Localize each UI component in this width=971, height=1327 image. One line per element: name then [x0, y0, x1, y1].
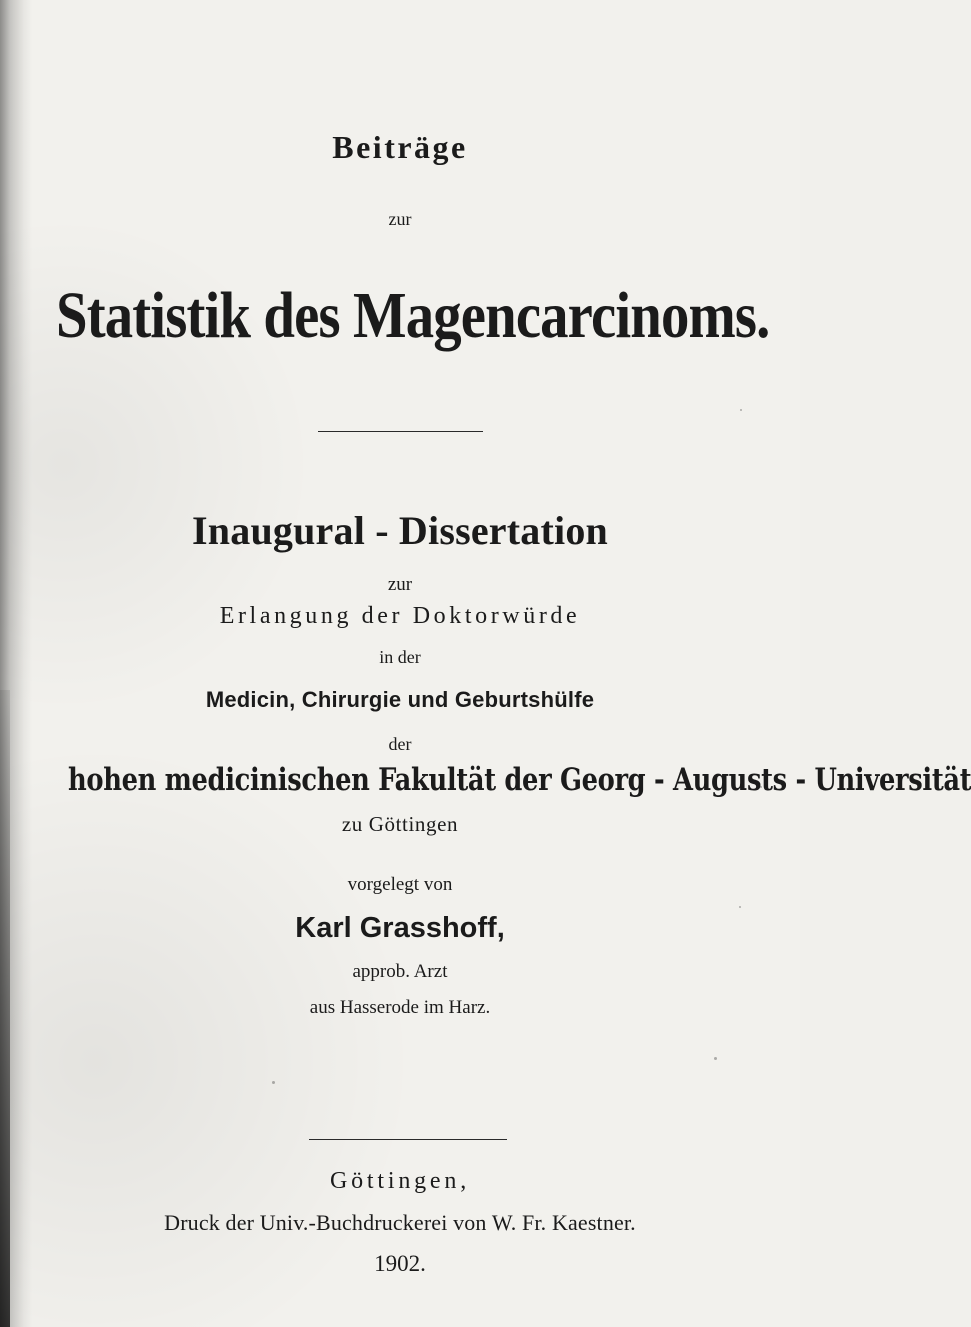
author-name: Karl Grasshoff, — [295, 912, 505, 944]
title-heading: Beiträge — [332, 129, 468, 165]
paper-speck — [740, 409, 742, 411]
faculty-city: zu Göttingen — [341, 812, 459, 836]
paper-speck — [714, 1057, 717, 1060]
printer-line: Druck der Univ.-Buchdruckerei von W. Fr. Kaestner. — [164, 1210, 636, 1235]
faculty-fields: Medicin, Chirurgie und Geburtshülfe — [205, 687, 595, 712]
subtitle-zur-mid: zur — [387, 574, 413, 595]
publication-year: 1902. — [374, 1251, 426, 1276]
in-der-line: in der — [379, 647, 421, 667]
paper-speck — [760, 786, 762, 788]
paper-speck — [739, 906, 741, 908]
author-title: approb. Arzt — [352, 961, 448, 982]
author-origin: aus Hasserode im Harz. — [309, 997, 491, 1018]
main-title: Statistik des Magencarcinoms. — [56, 279, 770, 352]
degree-line: Erlangung der Doktorwürde — [219, 603, 581, 629]
faculty-name: hohen medicinischen Fakultät der Georg - Augusts - Universität — [68, 762, 971, 798]
subtitle-zur-top: zur — [388, 209, 412, 229]
der-line: der — [388, 734, 412, 754]
dissertation-heading: Inaugural - Dissertation — [192, 508, 608, 553]
publication-city: Göttingen, — [330, 1168, 470, 1194]
presented-by: vorgelegt von — [347, 874, 453, 895]
imprint-divider — [309, 1139, 507, 1140]
title-divider — [318, 431, 483, 432]
paper-speck — [272, 1081, 275, 1084]
